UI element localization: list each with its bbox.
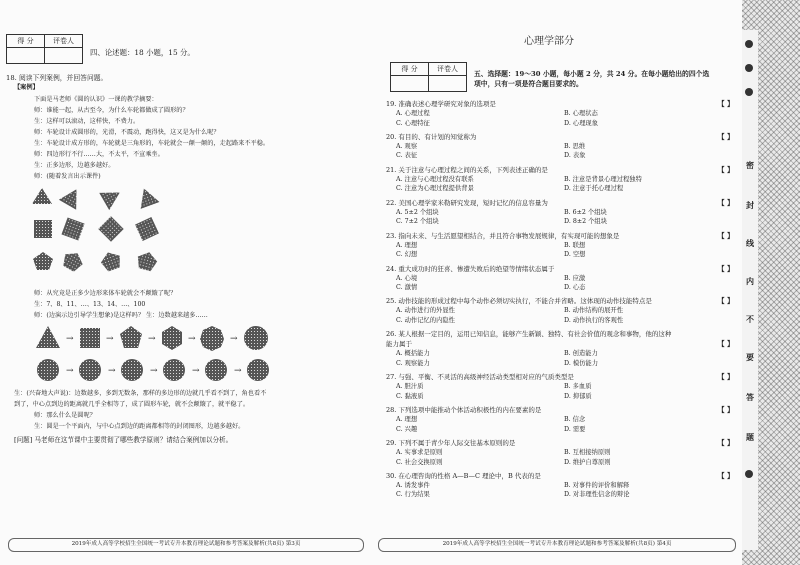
case-line: 到了，中心点到边的距离就几乎全相等了，成了圆形车轮，就不会颠簸了，就平稳了。 xyxy=(14,401,250,408)
case-line: 师：四边形行不行……大，不太平，不宣乘坐。 xyxy=(34,151,164,158)
right-footer: 2019年成人高等学校招生全国统一考试专升本教育理论试题和参考答案及解析(共8页) 第4页 xyxy=(378,538,736,552)
option-a: A. 注意与心理过程没有联系 xyxy=(396,175,474,183)
question-stem-cont: 能力属于 xyxy=(386,340,412,349)
many-gon-shape xyxy=(79,359,101,381)
option-d: D. 8±2 个组块 xyxy=(564,218,608,226)
answer-bracket[interactable]: 【 】 xyxy=(717,372,734,382)
triangle-shape xyxy=(99,184,125,210)
binding-char: 不 xyxy=(746,314,754,324)
left-footer: 2019年成人高等学校招生全国统一考试专升本教育理论试题和参考答案及解析(共8页) 第3页 xyxy=(8,538,364,552)
grader-label: 评卷人 xyxy=(45,35,83,48)
pentagon-shape xyxy=(135,250,159,273)
answer-bracket[interactable]: 【 】 xyxy=(717,99,734,108)
question-prompt: [问题] 马老师在这节课中主要贯彻了哪些教学原则？请结合案例加以分析。 xyxy=(14,436,233,444)
octagon-shape xyxy=(200,326,224,351)
triangle-shape xyxy=(32,188,52,204)
question-stem: 29. 下列不属于青少年人际交往基本原则的是 xyxy=(386,439,516,447)
answer-bracket[interactable]: 【 】 xyxy=(717,230,734,240)
question-stem: 28. 下列选项中能推动个体活动积极性的内在要素的是 xyxy=(386,406,542,415)
option-a: A. 诱发事件 xyxy=(396,481,430,489)
option-a: A. 实事求是原则 xyxy=(396,449,443,456)
option-b: B. 应激 xyxy=(564,274,586,282)
option-c: C. 表征 xyxy=(396,152,418,160)
square-shape xyxy=(61,217,84,240)
option-c: C. 注意为心理过程提供背景 xyxy=(396,185,474,193)
square-shape xyxy=(135,217,159,241)
option-a: A. 观察 xyxy=(396,142,418,150)
option-b: B. 联想 xyxy=(564,241,586,249)
binding-char: 答 xyxy=(746,392,754,402)
option-c: C. 黏液质 xyxy=(396,392,424,400)
option-d: D. 空想 xyxy=(564,251,586,259)
option-c: C. 激情 xyxy=(396,284,418,291)
option-c: C. 兴趣 xyxy=(396,425,418,433)
grader-label: 评卷人 xyxy=(429,63,467,76)
option-d: D. 模仿能力 xyxy=(564,359,599,367)
many-gon-shape xyxy=(163,359,185,381)
option-a: A. 理想 xyxy=(396,241,418,249)
answer-bracket[interactable]: 【 】 xyxy=(717,263,734,273)
case-line: 生：圆是一个平面内，与中心点到边的距离都相等的封闭图形，边越多越好。 xyxy=(34,423,245,430)
right-section-title-2: 项中，只有一项是符合题目要求的。 xyxy=(474,80,583,88)
many-gon-shape xyxy=(205,359,227,381)
left-section-title: 四、论述题：18 小题，15 分。 xyxy=(90,48,195,57)
option-d: D. 对非理性信念的辩论 xyxy=(564,491,630,499)
option-c: C. 心理特征 xyxy=(396,119,430,127)
answer-bracket[interactable]: 【 】 xyxy=(717,296,734,306)
circle-shape xyxy=(247,359,269,381)
option-a: A. 心境 xyxy=(396,274,418,282)
option-a: A. 胆汁质 xyxy=(396,383,424,391)
question-stem: 20. 有目的、有计划的知觉称为 xyxy=(386,132,477,141)
case-line: 师：谁能一起，从古至今，为什么车轮都做成了圆形的？ xyxy=(34,107,189,114)
answer-bracket[interactable]: 【 】 xyxy=(717,438,734,447)
left-score-table xyxy=(6,34,83,64)
svg-text:→: → xyxy=(106,334,114,344)
case-line: 生：7、8、11、…、13、14、…、100 xyxy=(34,301,146,308)
binding-hole-icon xyxy=(745,88,753,96)
triangle-shape xyxy=(59,184,85,210)
option-d: D. 心态 xyxy=(564,284,586,291)
case-label: 【案例】 xyxy=(14,84,39,91)
option-d: D. 抑郁质 xyxy=(564,392,592,400)
svg-text:→: → xyxy=(66,334,74,344)
option-a: A. 心理过程 xyxy=(396,110,430,117)
case-line: 生：(兴奋地大声说)：边数越多，多到无数条，那样的多边形的边就几乎看不到了，角也看不 xyxy=(14,390,267,397)
case-line: 师：(随着发言出示课件) xyxy=(34,173,101,180)
option-b: B. 对事件的评价和解释 xyxy=(564,481,630,489)
square-shape xyxy=(80,328,100,348)
option-c: C. 观察能力 xyxy=(396,359,430,367)
option-d: D. 注意于托心理过程 xyxy=(564,185,624,193)
case-line: 师：车轮设计成圆形的，光滑，不震动，跑得快，这又是为什么呢？ xyxy=(34,129,220,136)
square-shape xyxy=(98,216,123,241)
binding-char: 封 xyxy=(746,200,754,210)
answer-bracket[interactable]: 【 】 xyxy=(717,470,734,480)
hexagon-shape xyxy=(162,326,182,350)
square-shape xyxy=(34,220,52,238)
option-d: D. 表象 xyxy=(564,152,586,160)
option-c: C. 幻想 xyxy=(396,251,418,259)
question-stem: 27. 与强、平衡、不灵活的高级神经活动类型相对应的气质类型是 xyxy=(386,373,574,382)
question-stem: 22. 美国心理学家米勒研究发现，短时记忆的信息容量为 xyxy=(386,198,548,207)
svg-text:→: → xyxy=(230,334,238,344)
right-score-table xyxy=(390,62,467,92)
question-stem: 30. 在心理咨询的性格 A—B—C 理论中，B 代表的是 xyxy=(386,471,541,480)
option-b: B. 思维 xyxy=(564,142,586,150)
binding-char: 要 xyxy=(746,352,754,362)
pentagon-shape xyxy=(60,248,86,274)
score-label: 得 分 xyxy=(7,35,45,48)
option-b: B. 6±2 个组块 xyxy=(564,208,607,216)
svg-text:→: → xyxy=(108,366,116,376)
svg-text:→: → xyxy=(192,366,200,376)
binding-hole-icon xyxy=(745,64,753,72)
question-18: 18. 阅读下列案例，并回答问题。 xyxy=(6,74,108,82)
binding-char: 内 xyxy=(746,276,754,286)
binding-char: 线 xyxy=(746,238,754,248)
question-stem: 25. 动作技能的形成过程中每个动作必须切实执行，不能合并省略。这体现的动作技能特点是 xyxy=(386,297,652,306)
case-line: 生：车轮设计成方形的，车轮就是三角形的，车轮就会一颠一颠的，走起路来不平稳。 xyxy=(34,140,270,147)
binding-char: 题 xyxy=(746,432,754,442)
option-b: B. 信念 xyxy=(564,416,586,424)
many-gon-shape xyxy=(244,326,268,350)
many-gon-shape xyxy=(37,359,59,381)
answer-bracket[interactable]: 【 】 xyxy=(717,339,734,349)
option-c: C. 动作记忆的内隐性 xyxy=(396,316,455,324)
option-d: D. 心理现象 xyxy=(564,119,599,127)
case-line: 师：(边演示边引导学生想象)是这样吗？ 生：边数越来越多…… xyxy=(34,312,208,319)
option-a: A. 概括能力 xyxy=(396,350,430,358)
answer-bracket[interactable]: 【 】 xyxy=(717,164,734,174)
pentagon-shape xyxy=(33,252,53,270)
pentagon-shape xyxy=(120,326,142,348)
question-stem: 24. 重大成功时的狂喜、惨遭失败后的绝望等情绪状态属于 xyxy=(386,264,555,273)
answer-bracket[interactable]: 【 】 xyxy=(717,405,734,415)
question-stem: 23. 指向未来、与生活愿望相结合，并且符合事物发展规律，有实现可能的想象是 xyxy=(386,231,620,240)
many-gon-shape xyxy=(121,359,143,381)
polygon-rows xyxy=(32,184,202,284)
case-line: 生：这样可以滚动，这样快，不费力。 xyxy=(34,118,140,125)
option-d: D. 维护自尊原则 xyxy=(564,458,611,466)
question-stem: 19. 准确表述心理学研究对象的选项是 xyxy=(386,100,496,108)
case-line: 师：从究竟是正多少边形来体车轮就会不颠簸了呢？ xyxy=(34,290,177,297)
svg-text:→: → xyxy=(148,334,156,344)
polygon-progression xyxy=(34,324,334,384)
option-c: C. 社会交换原则 xyxy=(396,458,443,466)
svg-text:→: → xyxy=(234,366,242,376)
right-page xyxy=(374,28,740,556)
score-label: 得 分 xyxy=(391,63,429,76)
binding-char: 密 xyxy=(746,160,754,170)
case-line: 生：正多边形，边越多越好。 xyxy=(34,162,115,169)
binding-hole-icon xyxy=(745,40,753,48)
pentagon-shape xyxy=(99,249,124,273)
case-line: 师：那么什么是圆呢？ xyxy=(34,412,96,419)
option-b: B. 创造能力 xyxy=(564,350,598,358)
option-c: C. 行为结果 xyxy=(396,491,430,499)
option-b: B. 动作结构的展开性 xyxy=(564,307,624,315)
right-section-title: 五、选择题：19～30 小题，每小题 2 分，共 24 分。在每小题给出的四个选 xyxy=(474,70,710,78)
option-b: B. 互相接纳原则 xyxy=(564,449,611,456)
left-page xyxy=(4,28,368,556)
answer-bracket[interactable]: 【 】 xyxy=(717,197,734,207)
option-a: A. 动作进行的外显性 xyxy=(396,307,455,315)
case-line: 下面是马老师《圆的认识》一课的教学摘要： xyxy=(34,96,158,103)
svg-text:→: → xyxy=(188,334,196,344)
triangle-shape xyxy=(135,185,160,209)
option-c: C. 7±2 个组块 xyxy=(396,218,439,226)
option-d: D. 需要 xyxy=(564,425,586,433)
option-a: A. 5±2 个组块 xyxy=(396,208,439,216)
question-stem: 26. 某人根据一定目的，运用已知信息，能够产生新颖、独特、有社会价值的观念和事物，他的这种 xyxy=(386,330,672,339)
answer-bracket[interactable]: 【 】 xyxy=(717,131,734,141)
option-a: A. 理想 xyxy=(396,416,418,424)
svg-text:→: → xyxy=(66,366,74,376)
part-title: 心理学部分 xyxy=(524,36,574,47)
option-b: B. 注意是背景心理过程独特 xyxy=(564,175,642,183)
option-b: B. 心理状态 xyxy=(564,110,598,117)
triangle-shape xyxy=(36,326,60,348)
question-stem: 21. 关于注意与心理过程之间的关系，下列表述正确的是 xyxy=(386,165,548,174)
option-d: D. 动作执行的客观性 xyxy=(564,316,624,324)
binding-hole-icon xyxy=(745,470,753,478)
option-b: B. 多血质 xyxy=(564,383,592,391)
svg-text:→: → xyxy=(150,366,158,376)
